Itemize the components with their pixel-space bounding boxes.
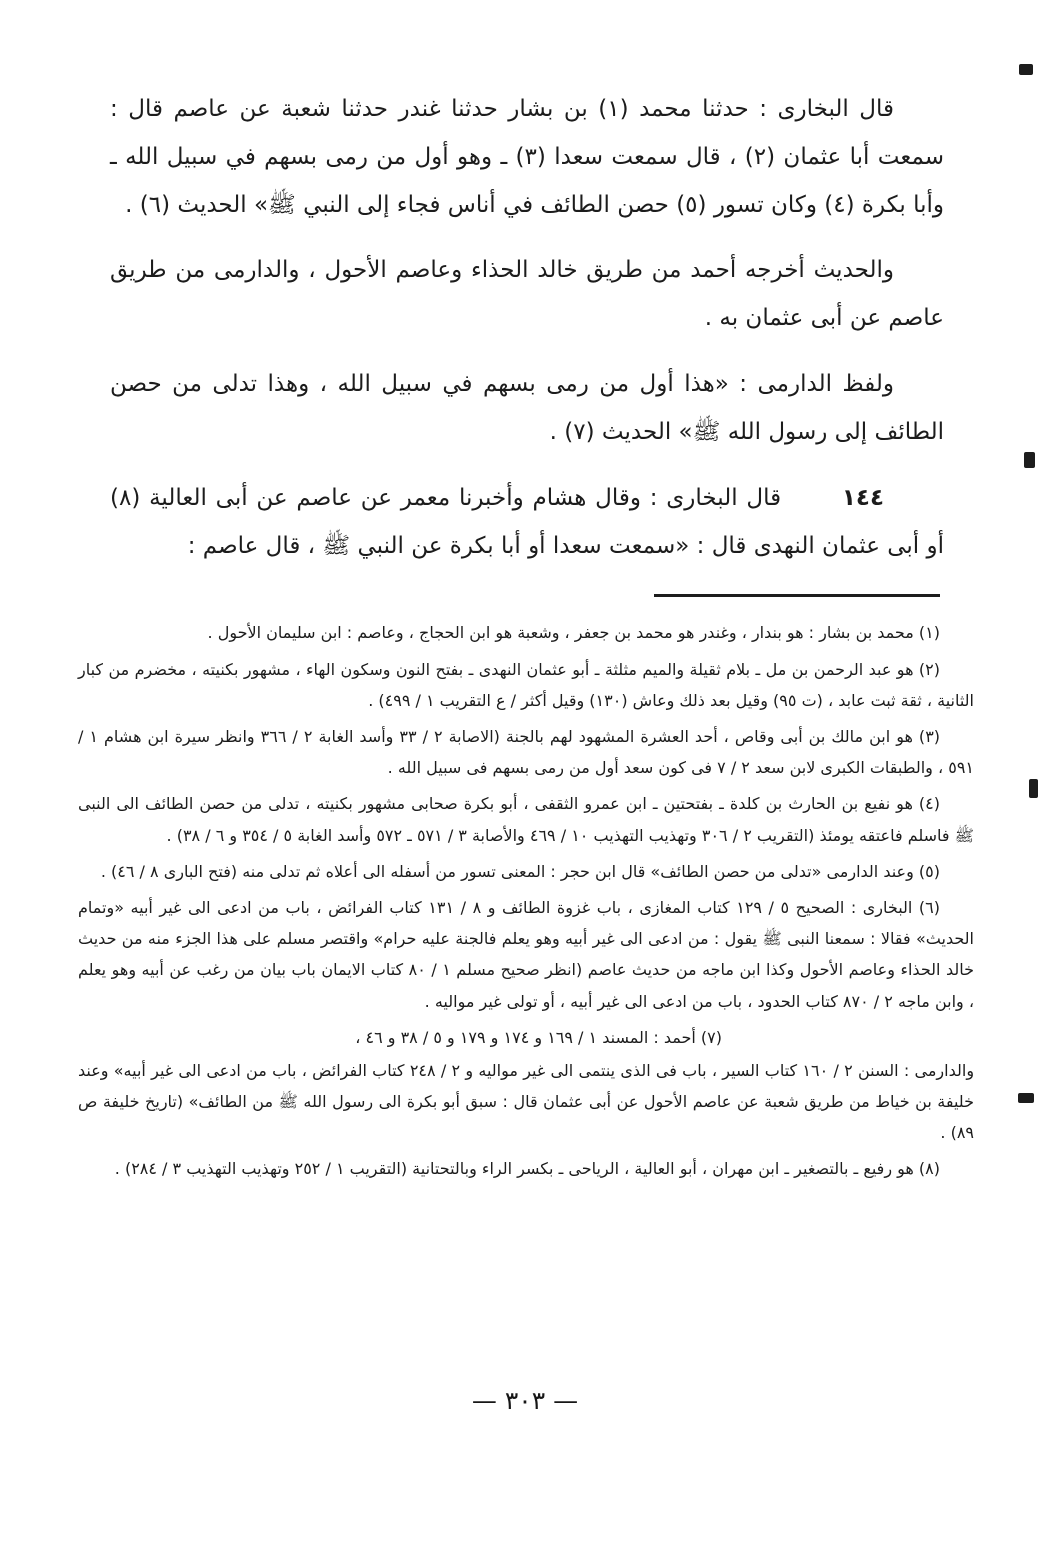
- body-paragraph-2: والحديث أخرجه أحمد من طريق خالد الحذاء وعاصم الأحول ، والدارمى من طريق عاصم عن أبى عثمان به .: [110, 257, 944, 332]
- page-number: — ٣٠٣ —: [471, 1386, 579, 1415]
- scan-artifact: [1024, 452, 1035, 468]
- footnote-7-continuation: والدارمى : السنن ٢ / ١٦٠ كتاب السير ، باب فى الذى ينتمى الى غير مواليه و ٢ / ٢٤٨ كتاب الفرائض ، باب من ادعى الى غير أبيه» وعند خليفة بن خياط من طريق شعبة عن عاصم الأحول عن أبى عثمان قال : سبق أبو بكرة الى رسول الله ﷺ من الطائف» (تاريخ خليفة ص ٨٩) .: [78, 1060, 975, 1143]
- body-paragraph-4: [110, 475, 944, 571]
- footnote-7-line1: (٧) أحمد : المسند ١ / ١٦٩ و ١٧٤ و ١٧٩ و ٥ / ٣٨ و ٤٦ ،: [355, 1027, 722, 1047]
- footnote-3: (٣) هو ابن مالك بن أبى وقاص ، أحد العشرة المشهود لهم بالجنة (الاصابة ٢ / ٣٣ وأسد الغابة ٢ / ٣٦٦ وانظر سيرة ابن هشام ١ / ٥٩١ ، والطبقات الكبرى لابن سعد ٢ / ٧ فى كون سعد أول من رمى بسهم فى سبيل الله .: [78, 727, 974, 778]
- body-paragraph-3: ولفظ الدارمى : «هذا أول من رمى بسهم في سبيل الله ، وهذا تدلى من حصن الطائف إلى رسول الله ﷺ» الحديث (٧) .: [110, 371, 944, 445]
- scan-artifact: [1019, 64, 1033, 75]
- footnote-1: (١) محمد بن بشار : هو بندار ، وغندر هو محمد بن جعفر ، وشعبة هو ابن الحجاج ، وعاصم : ابن سليمان الأحول .: [207, 623, 940, 643]
- main-text-block: [0, 0, 1050, 570]
- body-paragraph-4-text: قال البخارى : وقال هشام وأخبرنا معمر عن عاصم عن أبى العالية (٨) أو أبى عثمان النهدى قال : «سمعت سعدا أو أبا بكرة عن النبي ﷺ ، قال عاصم :: [110, 484, 944, 559]
- footnote-2: (٢) هو عبد الرحمن بن مل ـ بلام ثقيلة والميم مثلثة ـ أبو عثمان النهدى ـ بفتح النون وسكون الهاء ، مشهور بكنيته ، مخضرم من كبار الثانية ، ثقة ثبت عابد ، (ت ٩٥) وقيل بعد ذلك وعاش (١٣٠) وقيل أكثر / ع التقريب ١ / ٤٩٩) .: [78, 659, 974, 710]
- scan-artifact: [1029, 779, 1038, 798]
- footnote-8: (٨) هو رفيع ـ بالتصغير ـ ابن مهران ، أبو العالية ، الرياحى ـ بكسر الراء وبالتحتانية (التقريب ١ / ٢٥٢ وتهذيب التهذيب ٣ / ٢٨٤) .: [114, 1159, 940, 1179]
- footnote-4: (٤) هو نفيع بن الحارث بن كلدة ـ بفتحتين ـ ابن عمرو الثقفى ، أبو بكرة صحابى مشهور بكنيته ، تدلى من حصن الطائف الى النبى ﷺ فاسلم فاعتقه يومئذ (التقريب ٢ / ٣٠٦ وتهذيب التهذيب ١٠ / ٤٦٩ والأصابة ٣ / ٥٧١ ـ ٥٧٢ وأسد الغابة ٥ / ٣٥٤ و ٦ / ٣٨) .: [78, 794, 974, 845]
- scan-artifact: [1018, 1093, 1034, 1103]
- footnote-separator-rule: [654, 594, 940, 597]
- footnote-5: (٥) وعند الدارمى «تدلى من حصن الطائف» قال ابن حجر : المعنى تسور من أسفله الى أعلاه ثم تدلى منه (فتح البارى ٨ / ٤٦) .: [100, 861, 940, 881]
- footnote-6: (٦) البخارى : الصحيح ٥ / ١٢٩ كتاب المغازى ، باب غزوة الطائف و ٨ / ١٣١ كتاب الفرائض ، باب من ادعى الى غير أبيه «وتمام الحديث» فقالا : سمعنا النبى ﷺ يقول : من ادعى الى غير أبيه وهو يعلم فالجنة عليه حرام» واقتصر مسلم على هذا الجزء منه من حديث خالد الحذاء وعاصم الأحول وكذا ابن ماجه من حديث عاصم (انظر صحيح مسلم ١ / ٨٠ كتاب الايمان باب بيان من رغب عن أبيه وهو يعلم ، وابن ماجه ٢ / ٨٧٠ كتاب الحدود ، باب من ادعى الى غير أبيه ، أو تولى غير مواليه .: [78, 897, 975, 1011]
- footnotes-block: [0, 617, 1050, 1184]
- hadith-number: ١٤٤: [841, 484, 884, 511]
- body-paragraph-1: قال البخارى : حدثنا محمد (١) بن بشار حدثنا غندر حدثنا شعبة عن عاصم قال : سمعت أبا عثمان (٢) ، قال سمعت سعدا (٣) ـ وهو أول من رمى بسهم في سبيل الله ـ وأبا بكرة (٤) وكان تسور (٥) حصن الطائف في أناس فجاء إلى النبي ﷺ» الحديث (٦) .: [110, 96, 945, 218]
